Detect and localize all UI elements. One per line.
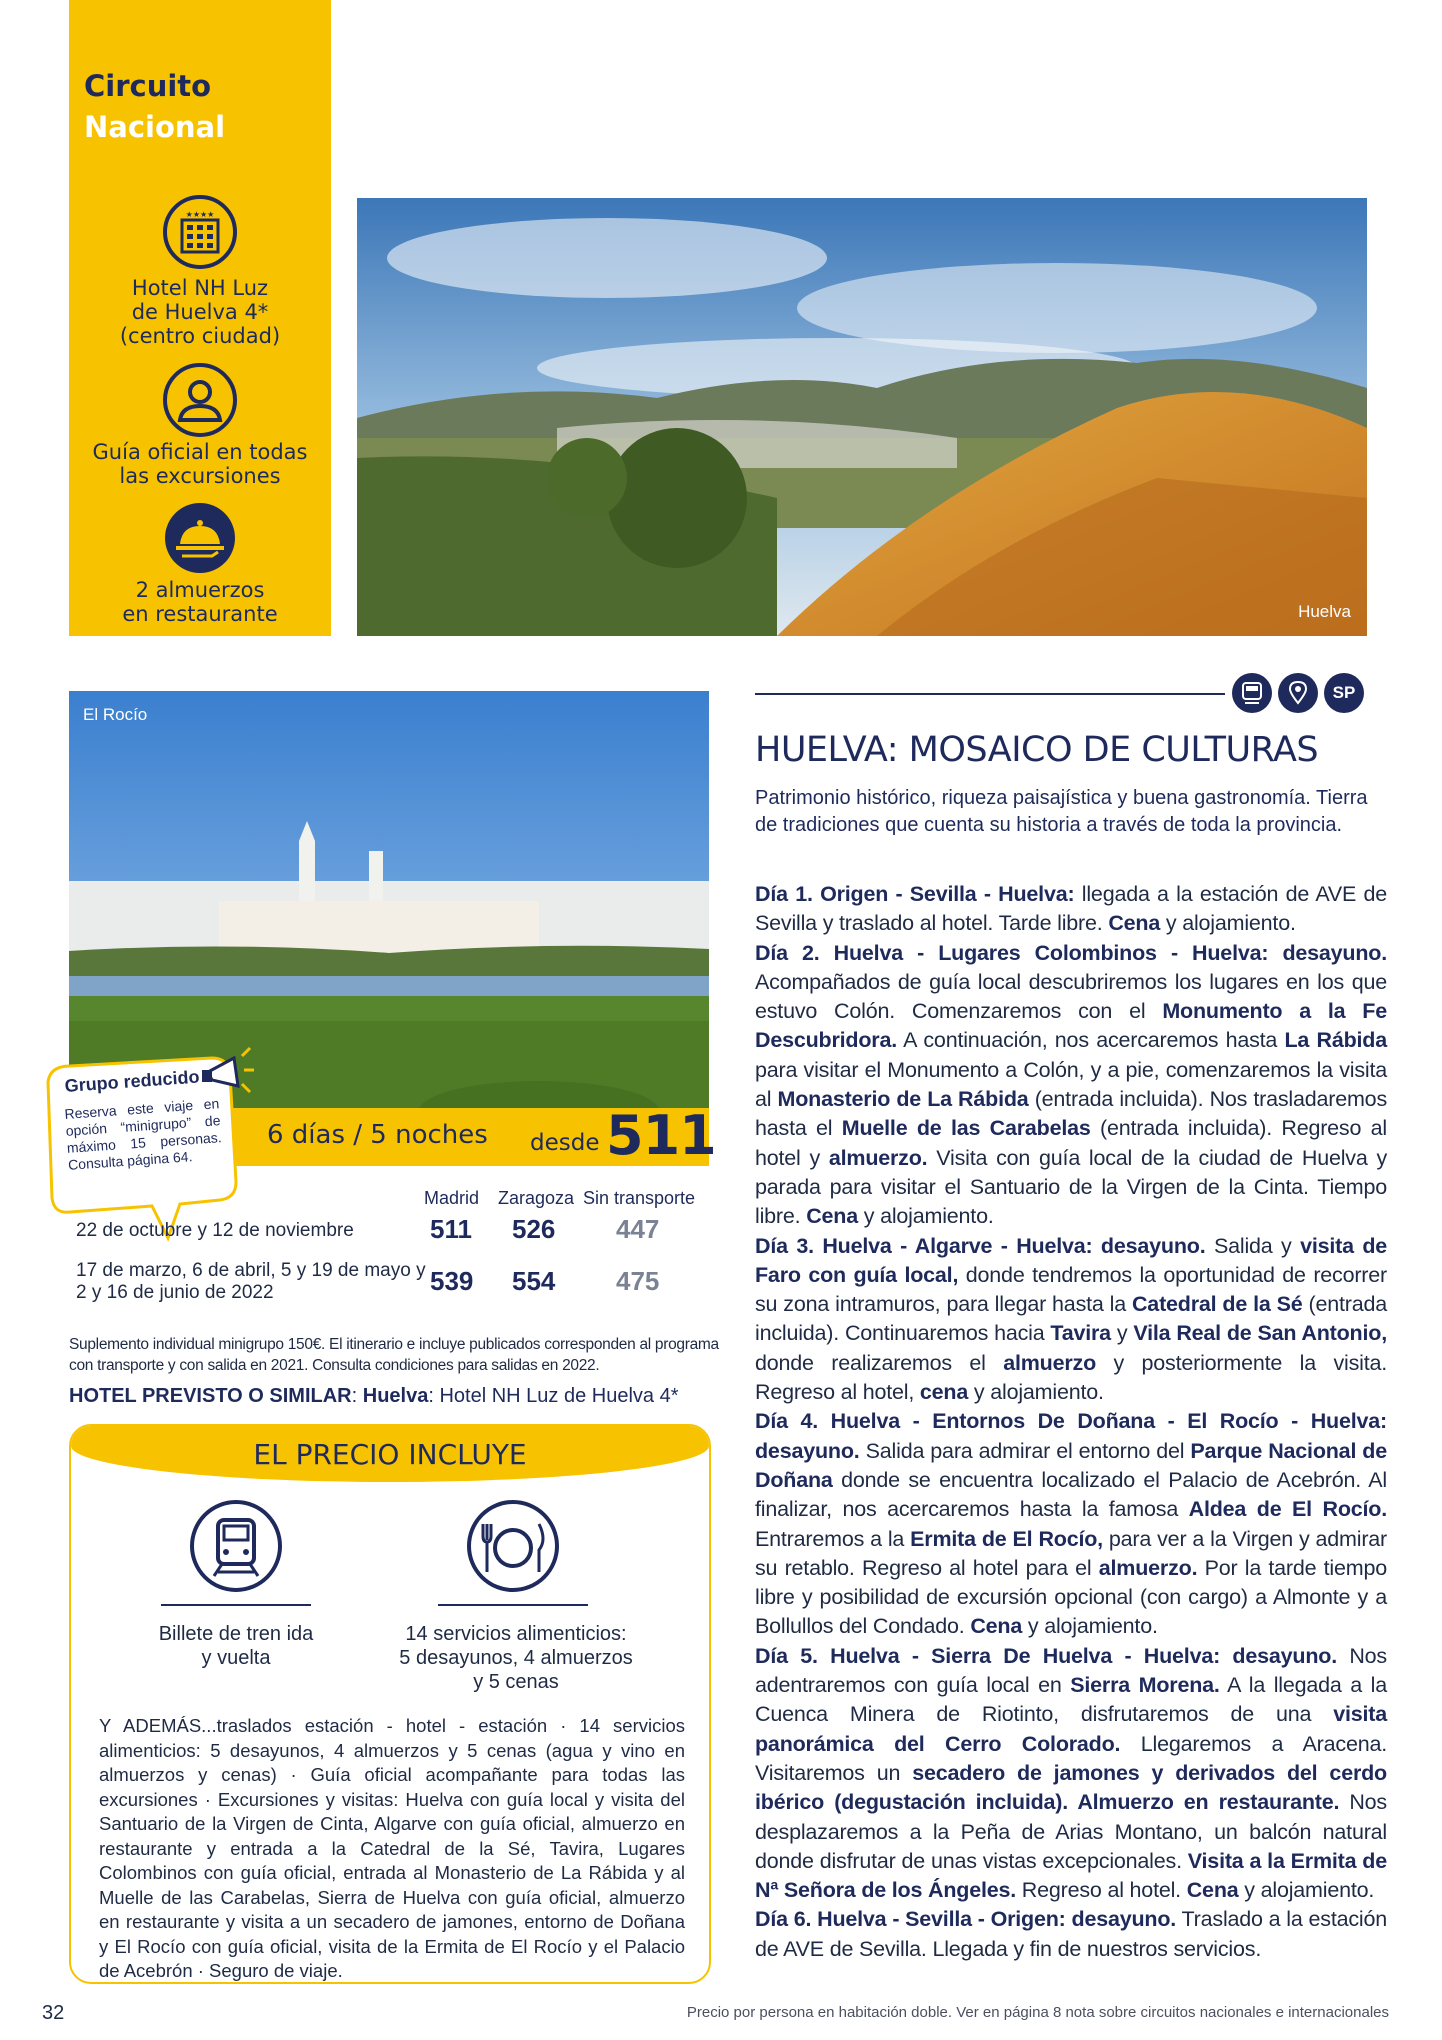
footer-note: Precio por persona en habitación doble. Ver en página 8 nota sobre circuitos nacionales e internacionales bbox=[686, 2004, 1389, 2021]
price-row1-dates: 22 de octubre y 12 de noviembre bbox=[76, 1220, 354, 1241]
day-5-text-3: Llegaremos a Aracena. Visitaremos un bbox=[755, 1731, 1387, 1785]
day-1 bbox=[755, 880, 1387, 939]
day-3-bold-4: Vila Real de San Antonio, bbox=[1133, 1321, 1387, 1346]
price-row2-dates bbox=[76, 1260, 426, 1304]
day-3-text: Salida y bbox=[1205, 1233, 1301, 1258]
day-5-bold-5: Cena bbox=[1186, 1878, 1239, 1903]
price-row1-madrid: 511 bbox=[430, 1214, 472, 1244]
day-4 bbox=[755, 1407, 1387, 1641]
incluye-meals-line1: 14 servicios alimenticios: bbox=[405, 1623, 627, 1645]
hotel-city: Huelva bbox=[362, 1385, 429, 1407]
day-2-text-5: (entrada incluida). Regreso al hotel y bbox=[755, 1116, 1387, 1170]
day-5 bbox=[755, 1642, 1387, 1906]
train-icon bbox=[186, 1496, 286, 1596]
desde-label: desde bbox=[530, 1130, 600, 1156]
feature-hotel-line3: (centro ciudad) bbox=[119, 324, 281, 348]
day-4-bold-2: Aldea de El Rocío. bbox=[1188, 1497, 1387, 1522]
page-title: HUELVA: MOSAICO DE CULTURAS bbox=[755, 730, 1319, 770]
day-4-bold-4: almuerzo. bbox=[1098, 1555, 1198, 1580]
price-row2-madrid: 539 bbox=[430, 1266, 474, 1296]
photo-caption-rocio: El Rocío bbox=[83, 705, 148, 724]
feature-sidebar bbox=[69, 0, 331, 636]
col-zaragoza: Zaragoza bbox=[498, 1188, 575, 1208]
megaphone-icon bbox=[198, 1042, 258, 1102]
precio-incluye-box bbox=[69, 1424, 711, 1984]
trip-duration: 6 días / 5 noches bbox=[267, 1120, 488, 1150]
y-ademas-text: Y ADEMÁS...traslados estación - hotel - estación · 14 servicios alimenticios: 5 desayunos, 4 almuerzos y 5 cenas (agua y vino en almuerzos y cenas) · Guía oficial acompañante para todas las excursiones · Excursiones y visitas: Huelva con guía local y visita del Santuario de la Virgen de Cinta, Algarve con guía oficial, almuerzo en restaurante y entrada a la Catedral de la Sé, Tavira, Lugares Colombinos con guía oficial, entrada al Monasterio de La Rábida y al Muelle de las Carabelas, Sierra de Huelva con guía oficial, almuerzo en restaurante y visita a un secadero de jamones, entorno de Doñana y El Rocío con guía oficial, visita de la Ermita de El Rocío y el Palacio de Acebrón · Seguro de viaje. bbox=[99, 1715, 685, 1981]
day-2-text-6: Visita con guía local de la ciudad de Huelva y parada para visitar el Santuario de la Virgen de la Cinta. Tiempo libre. bbox=[755, 1145, 1388, 1229]
day-5-text: Nos adentraremos con guía local en bbox=[755, 1643, 1387, 1698]
day-3-bold-3: Tavira bbox=[1050, 1321, 1111, 1346]
huelva-landscape-photo bbox=[357, 198, 1367, 636]
day-3 bbox=[755, 1232, 1387, 1408]
day-4-bold-3: Ermita de El Rocío, bbox=[910, 1526, 1103, 1551]
day-3-text-3: (entrada incluida). Continuaremos hacia bbox=[755, 1292, 1388, 1346]
dining-icon bbox=[463, 1496, 563, 1596]
day-2-text: Acompañados de guía local descubriremos los lugares en los que estuvo Colón. Comenzaremos con el bbox=[755, 969, 1387, 1024]
day-3-bold-1: visita de Faro con guía local, bbox=[755, 1233, 1388, 1287]
incluye-meals-line3: y 5 cenas bbox=[473, 1671, 559, 1693]
grupo-body: Reserva este viaje en opción “minigrupo” de máximo 15 personas. Consulta página 64. bbox=[64, 1095, 223, 1173]
feature-hotel-line1: Hotel NH Luz bbox=[131, 276, 269, 300]
day-5-text-6: y alojamiento. bbox=[1238, 1878, 1375, 1903]
meal-icon bbox=[162, 500, 238, 576]
circuit-label bbox=[84, 66, 225, 148]
incluye-title: EL PRECIO INCLUYE bbox=[253, 1438, 527, 1471]
desde-price: 511 bbox=[606, 1104, 716, 1167]
day-6-text: Traslado a la estación de AVE de Sevilla. Llegada y fin de nuestros servicios. bbox=[755, 1907, 1387, 1961]
col-sin-transporte: Sin transporte bbox=[583, 1188, 696, 1208]
price-row1-zaragoza: 526 bbox=[512, 1214, 556, 1244]
day-5-bold-1: Sierra Morena. bbox=[1070, 1673, 1220, 1698]
day-5-text-2: A la llegada a la Cuenca Minera de Riotinto, disfrutaremos de una bbox=[755, 1673, 1387, 1727]
day-5-text-4: Nos desplazaremos a la Peña de Arias Montano, un balcón natural donde disfrutar de unas vistas excepcionales. bbox=[755, 1790, 1387, 1873]
day-2-bold-5: almuerzo. bbox=[828, 1145, 928, 1170]
day-4-text-4: para ver a la Virgen y admirar su retablo. Regreso al hotel para el bbox=[755, 1526, 1387, 1580]
day-4-text-2: donde se encuentra localizado el Palacio de Acebrón. Al finalizar, nos acercaremos hasta la famosa bbox=[755, 1467, 1387, 1522]
day-3-text-2: donde tendremos la oportunidad de recorrer su zona intramuros, para llegar hasta la bbox=[755, 1262, 1387, 1317]
day-2-text-2: A continuación, nos acercaremos hasta bbox=[896, 1028, 1285, 1053]
day-3-text-7: y alojamiento. bbox=[968, 1380, 1104, 1405]
incluye-train-text bbox=[111, 1622, 361, 1670]
incluye-train-line2: y vuelta bbox=[201, 1647, 271, 1669]
day-3-text-6: y posteriormente la visita. Regreso al hotel, bbox=[755, 1350, 1387, 1405]
hotel-name: : Hotel NH Luz de Huelva 4* bbox=[428, 1385, 679, 1407]
day-5-text-5: Regreso al hotel. bbox=[1016, 1878, 1187, 1903]
day-2-bold-2: La Rábida bbox=[1284, 1028, 1387, 1053]
page-subtitle: Patrimonio histórico, riqueza paisajística y buena gastronomía. Tierra de tradiciones que cuenta su historia a través de toda la provincia. bbox=[755, 787, 1368, 836]
price-note: Suplemento individual minigrupo 150€. El itinerario e incluye publicados corresponden al programa con transporte y con salida en 2021. Consulta condiciones para salidas en 2022. bbox=[69, 1336, 719, 1374]
grupo-heading: Grupo reducido bbox=[64, 1066, 201, 1096]
feature-meals-line2: en restaurante bbox=[122, 602, 278, 626]
col-madrid: Madrid bbox=[424, 1188, 480, 1208]
price-row2-dates-line2: 2 y 16 de junio de 2022 bbox=[76, 1282, 274, 1303]
guide-icon bbox=[162, 362, 238, 438]
day-2 bbox=[755, 939, 1387, 1232]
price-row2-sin-transporte: 475 bbox=[616, 1266, 660, 1296]
day-5-bold-2: visita panorámica del Cerro Colorado. bbox=[755, 1702, 1387, 1756]
incluye-meals-line2: 5 desayunos, 4 almuerzos bbox=[399, 1647, 633, 1669]
day-2-bold-6: Cena bbox=[806, 1204, 858, 1229]
feature-meals bbox=[69, 578, 331, 626]
page-number: 32 bbox=[42, 2002, 65, 2024]
day-5-heading: Día 5. Huelva - Sierra De Huelva - Huelva: desayuno. bbox=[755, 1643, 1337, 1668]
day-2-text-3: para visitar el Monumento a Colón, y a pie, comenzaremos la visita al bbox=[755, 1057, 1387, 1112]
day-2-heading: Día 2. Huelva - Lugares Colombinos - Huelva: desayuno. bbox=[755, 940, 1387, 965]
day-1-heading: Día 1. Origen - Sevilla - Huelva: bbox=[755, 882, 1075, 906]
day-2-bold-1: Monumento a la Fe Descubridora. bbox=[755, 999, 1387, 1053]
feature-guide bbox=[69, 440, 331, 488]
day-4-text-3: Entraremos a la bbox=[755, 1526, 911, 1551]
day-2-bold-4: Muelle de las Carabelas bbox=[841, 1116, 1091, 1141]
day-1-text: llegada a la estación de AVE de Sevilla y traslado al hotel. Tarde libre. bbox=[755, 882, 1387, 936]
day-3-bold-5: almuerzo bbox=[1003, 1350, 1097, 1375]
circuit-line2: Nacional bbox=[84, 110, 226, 144]
svg-text:★★★★: ★★★★ bbox=[185, 210, 215, 219]
day-5-bold-3: secadero de jamones y derivados del cerdo ibérico (degustación incluida). Almuerzo en restaurante. bbox=[755, 1760, 1387, 1815]
incluye-meals-text bbox=[371, 1622, 661, 1694]
hotel-label: HOTEL PREVISTO O SIMILAR bbox=[69, 1385, 352, 1407]
price-row2-zaragoza: 554 bbox=[512, 1266, 556, 1296]
landscape-illustration bbox=[357, 198, 1367, 636]
price-row1-sin-transporte: 447 bbox=[616, 1214, 660, 1244]
day-1-bold-1: Cena bbox=[1108, 911, 1161, 936]
feature-guide-line1: Guía oficial en todas bbox=[92, 440, 308, 464]
day-3-text-4: y bbox=[1110, 1321, 1134, 1346]
day-4-bold-5: Cena bbox=[970, 1614, 1023, 1639]
photo-caption-huelva: Huelva bbox=[1298, 602, 1351, 621]
location-badge-icon bbox=[1278, 673, 1318, 713]
hotel-previsto: HOTEL PREVISTO O SIMILAR: Huelva: Hotel NH Luz de Huelva 4* bbox=[69, 1385, 679, 1407]
hotel-icon bbox=[162, 194, 238, 270]
day-4-text-6: y alojamiento. bbox=[1022, 1614, 1158, 1639]
day-4-text-5: Por la tarde tiempo libre y posibilidad de excursión opcional (con cargo) a Almonte y a Bollullos del Condado. bbox=[755, 1555, 1387, 1639]
feature-guide-line2: las excursiones bbox=[119, 464, 281, 488]
incluye-divider-1 bbox=[161, 1604, 311, 1606]
day-3-heading: Día 3. Huelva - Algarve - Huelva: desayuno. bbox=[755, 1233, 1206, 1258]
price-row2-dates-line1: 17 de marzo, 6 de abril, 5 y 19 de mayo y bbox=[76, 1260, 426, 1281]
day-4-heading: Día 4. Huelva - Entornos De Doñana - El Rocío - Huelva: desayuno. bbox=[755, 1409, 1387, 1463]
feature-hotel-line2: de Huelva 4* bbox=[131, 300, 269, 324]
circuit-line1: Circuito bbox=[84, 69, 212, 103]
feature-meals-line1: 2 almuerzos bbox=[135, 578, 265, 602]
title-rule bbox=[755, 693, 1225, 695]
sp-badge: SP bbox=[1324, 673, 1364, 713]
day-2-bold-3: Monasterio de La Rábida bbox=[777, 1087, 1029, 1112]
day-2-text-4: (entrada incluida). Nos trasladaremos hasta el bbox=[755, 1087, 1387, 1141]
feature-hotel bbox=[69, 276, 331, 348]
day-4-text: Salida para admirar el entorno del bbox=[859, 1438, 1191, 1463]
day-6-heading: Día 6. Huelva - Sevilla - Origen: desayuno. bbox=[755, 1907, 1177, 1932]
itinerary bbox=[755, 880, 1387, 1964]
incluye-train-line1: Billete de tren ida bbox=[158, 1623, 314, 1645]
incluye-divider-2 bbox=[438, 1604, 588, 1606]
day-6 bbox=[755, 1905, 1387, 1964]
day-2-text-7: y alojamiento. bbox=[857, 1204, 994, 1229]
day-5-bold-4: Visita a la Ermita de Nª Señora de los Ángeles. bbox=[755, 1848, 1387, 1903]
day-4-bold-1: Parque Nacional de Doñana bbox=[755, 1438, 1387, 1492]
day-3-bold-6: cena bbox=[919, 1380, 969, 1405]
day-3-bold-2: Catedral de la Sé bbox=[1131, 1292, 1303, 1317]
day-1-text-2: y alojamiento. bbox=[1160, 911, 1296, 936]
day-3-text-5: donde realizaremos el bbox=[755, 1350, 1004, 1375]
train-badge-icon bbox=[1232, 673, 1272, 713]
